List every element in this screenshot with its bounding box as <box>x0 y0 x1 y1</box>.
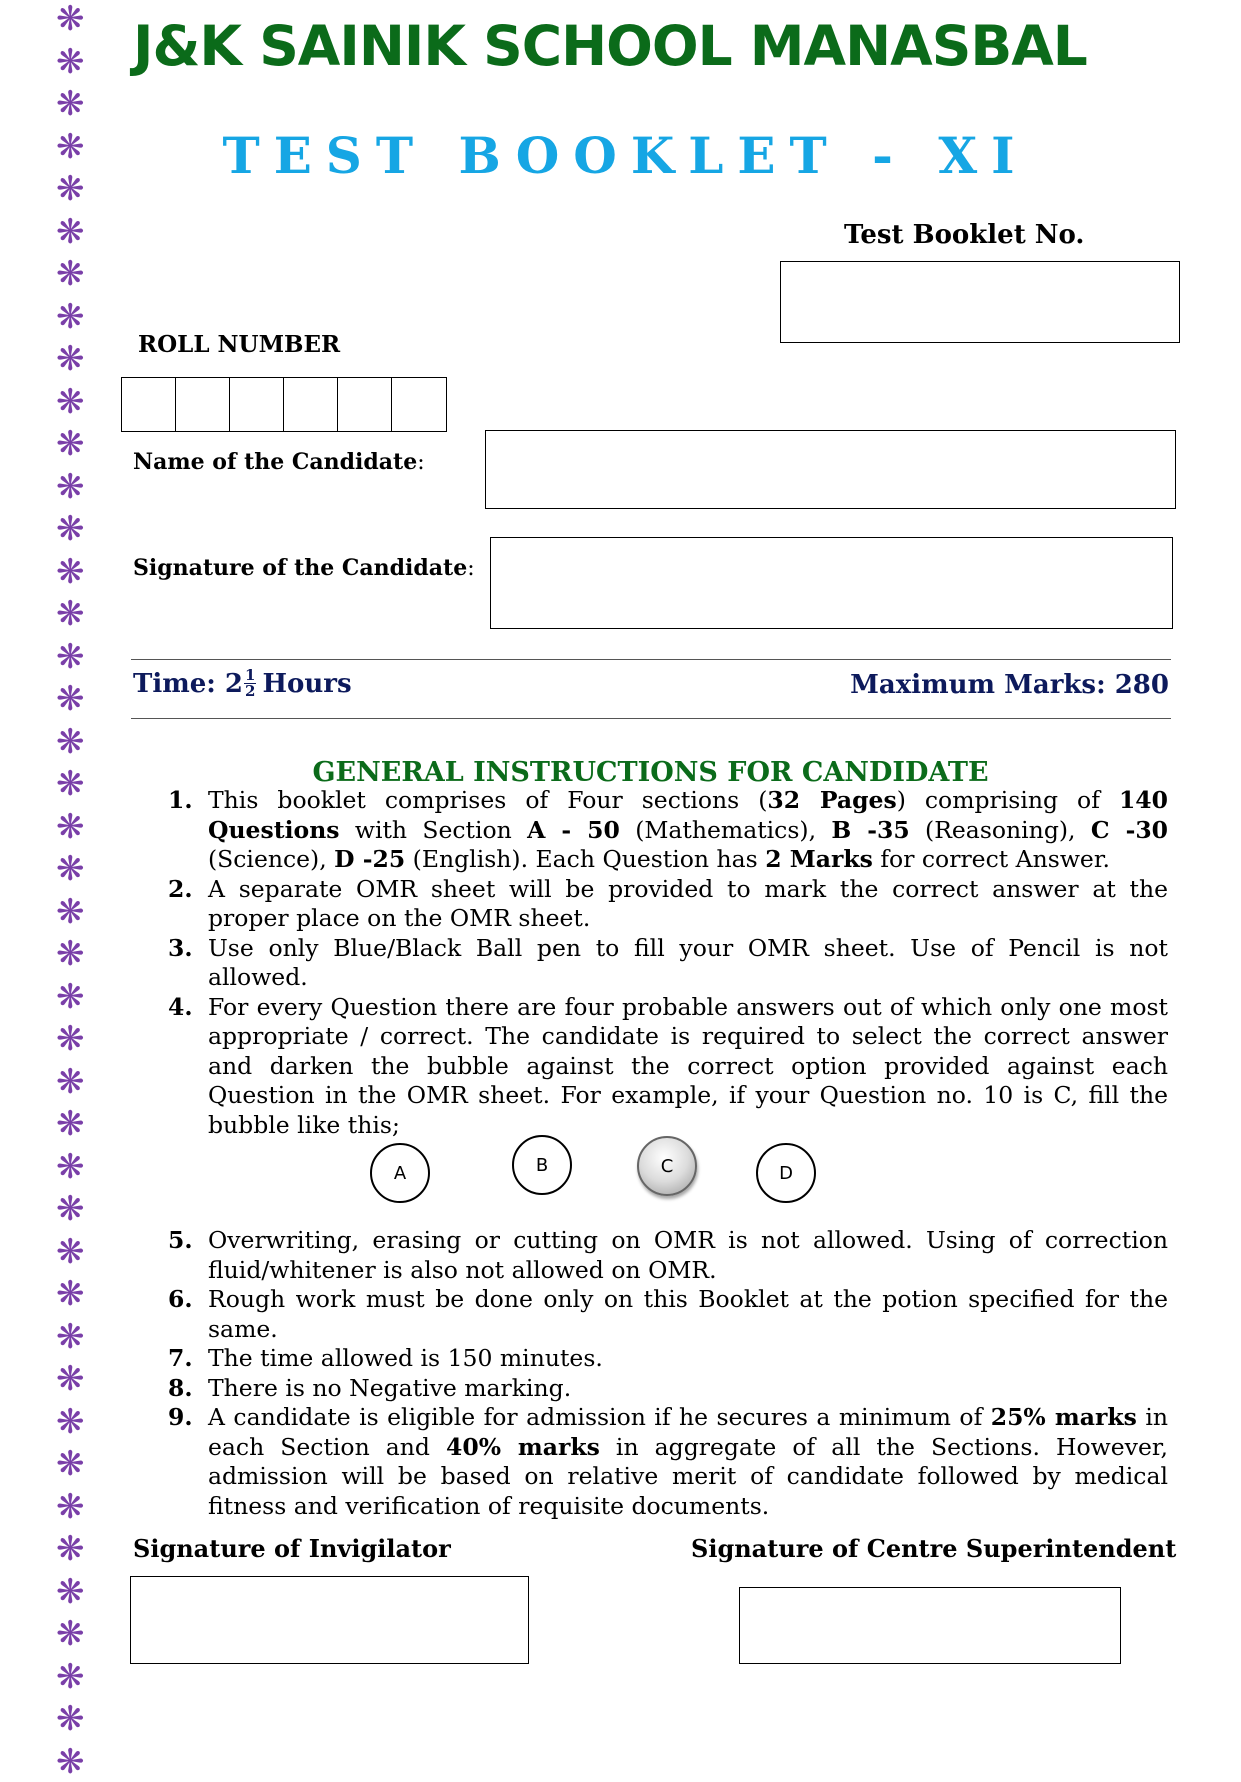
star-icon: ❋ <box>56 169 85 209</box>
divider <box>131 659 1171 660</box>
star-icon: ❋ <box>56 551 85 592</box>
time-fraction: $\frac{1}{2}$ <box>245 666 256 700</box>
candidate-name-label: Name of the Candidate: <box>133 449 425 475</box>
roll-number-cell[interactable] <box>338 378 392 431</box>
bubble-option-a: A <box>370 1143 430 1203</box>
star-icon: ❋ <box>56 806 85 847</box>
star-icon: ❋ <box>56 1189 85 1229</box>
invigilator-signature-box[interactable] <box>130 1576 529 1664</box>
bubble-option-b: B <box>512 1135 572 1195</box>
instruction-item: 6. Rough work must be done only on this Booklet at the potion specified for the same. <box>168 1285 1168 1343</box>
instructions-heading: GENERAL INSTRUCTIONS FOR CANDIDATE <box>312 757 989 788</box>
star-icon: ❋ <box>56 1359 85 1399</box>
instructions-list-bottom <box>168 1226 1168 1521</box>
star-icon: ❋ <box>56 1614 85 1654</box>
star-icon: ❋ <box>56 509 85 549</box>
star-icon: ❋ <box>56 1529 85 1569</box>
instruction-item: 8. There is no Negative marking. <box>168 1373 572 1402</box>
booklet-no-box[interactable] <box>780 261 1180 343</box>
star-icon: ❋ <box>56 1061 85 1102</box>
instruction-item: 7. The time allowed is 150 minutes. <box>168 1344 603 1372</box>
star-icon: ❋ <box>56 466 85 507</box>
instructions-list-top <box>168 786 1168 1140</box>
star-icon: ❋ <box>56 424 85 464</box>
star-icon: ❋ <box>56 679 85 719</box>
instruction-item: 5. Overwriting, erasing or cutting on OMR is not allowed. Using of correction fluid/whitener is also not allowed on OMR. <box>168 1226 1168 1284</box>
star-icon: ❋ <box>56 84 85 124</box>
star-icon: ❋ <box>56 1571 85 1612</box>
roll-number-cell[interactable] <box>284 378 338 431</box>
star-icon: ❋ <box>56 1316 85 1357</box>
star-icon: ❋ <box>56 1741 85 1782</box>
exam-time: Time: 2 $\frac{1}{2}$ Hours <box>133 666 352 700</box>
star-icon: ❋ <box>56 1019 85 1059</box>
star-icon: ❋ <box>56 296 85 337</box>
divider <box>131 718 1171 719</box>
star-icon: ❋ <box>56 849 85 889</box>
star-icon: ❋ <box>56 636 85 677</box>
star-icon: ❋ <box>56 0 85 39</box>
star-icon: ❋ <box>56 1486 85 1527</box>
roll-number-cell[interactable] <box>122 378 176 431</box>
star-icon: ❋ <box>56 976 85 1017</box>
star-icon: ❋ <box>56 594 85 634</box>
star-icon: ❋ <box>56 1401 85 1442</box>
superintendent-signature-label: Signature of Centre Superintendent <box>691 1534 1177 1563</box>
bubble-option-c-filled: C <box>637 1136 697 1196</box>
roll-number-cell[interactable] <box>392 378 446 431</box>
star-icon: ❋ <box>56 721 85 762</box>
star-icon: ❋ <box>56 1656 85 1697</box>
star-icon: ❋ <box>56 1274 85 1314</box>
school-name: J&K SAINIK SCHOOL MANASBAL <box>133 14 1087 78</box>
star-icon: ❋ <box>56 126 85 167</box>
instruction-item: 1. This booklet comprises of Four sections (32 Pages) comprising of 140 Questions with Section A - 50 (Mathematics), B -35 (Reasoning), C -30 (Science), D -25 (English). Each Question has 2 Marks for correct Answer. <box>168 786 1169 873</box>
decorative-star-border <box>52 0 92 1782</box>
star-icon: ❋ <box>56 41 85 82</box>
star-icon: ❋ <box>56 1231 85 1272</box>
instruction-item: 9. A candidate is eligible for admission if he secures a minimum of 25% marks in each Section and 40% marks in aggregate of all the Sections. However, admission will be based on relative merit of candidate followed by medical fitness and verification of requisite documents. <box>168 1403 1169 1520</box>
star-icon: ❋ <box>56 1104 85 1144</box>
bubble-option-d: D <box>756 1143 816 1203</box>
candidate-name-box[interactable] <box>485 430 1176 509</box>
star-icon: ❋ <box>56 339 85 379</box>
star-icon: ❋ <box>56 764 85 804</box>
star-icon: ❋ <box>56 1146 85 1187</box>
roll-number-cell[interactable] <box>230 378 284 431</box>
instruction-item: 4. For every Question there are four probable answers out of which only one most appropriate / correct. The candidate is required to select the correct answer and darken the bubble against the correct option provided against each Question in the OMR sheet. For example, if your Question no. 10 is C, fill the bubble like this; <box>168 992 1168 1139</box>
booklet-no-label: Test Booklet No. <box>844 220 1085 250</box>
booklet-title: TEST BOOKLET - XI <box>222 126 1029 185</box>
roll-number-label: ROLL NUMBER <box>138 331 341 358</box>
star-icon: ❋ <box>56 254 85 294</box>
star-icon: ❋ <box>56 891 85 932</box>
maximum-marks: Maximum Marks: 280 <box>850 670 1169 700</box>
star-icon: ❋ <box>56 1444 85 1484</box>
instruction-item: 2. A separate OMR sheet will be provided to mark the correct answer at the proper place on the OMR sheet. <box>168 874 1168 932</box>
roll-number-cell[interactable] <box>176 378 230 431</box>
roll-number-grid[interactable] <box>121 377 447 432</box>
candidate-signature-box[interactable] <box>490 537 1173 629</box>
star-icon: ❋ <box>56 1699 85 1739</box>
star-icon: ❋ <box>56 211 85 252</box>
star-icon: ❋ <box>56 934 85 974</box>
invigilator-signature-label: Signature of Invigilator <box>133 1534 451 1563</box>
star-icon: ❋ <box>56 381 85 422</box>
superintendent-signature-box[interactable] <box>739 1587 1121 1664</box>
candidate-signature-label: Signature of the Candidate: <box>133 555 475 581</box>
instruction-item: 3. Use only Blue/Black Ball pen to fill your OMR sheet. Use of Pencil is not allowed. <box>168 933 1168 991</box>
